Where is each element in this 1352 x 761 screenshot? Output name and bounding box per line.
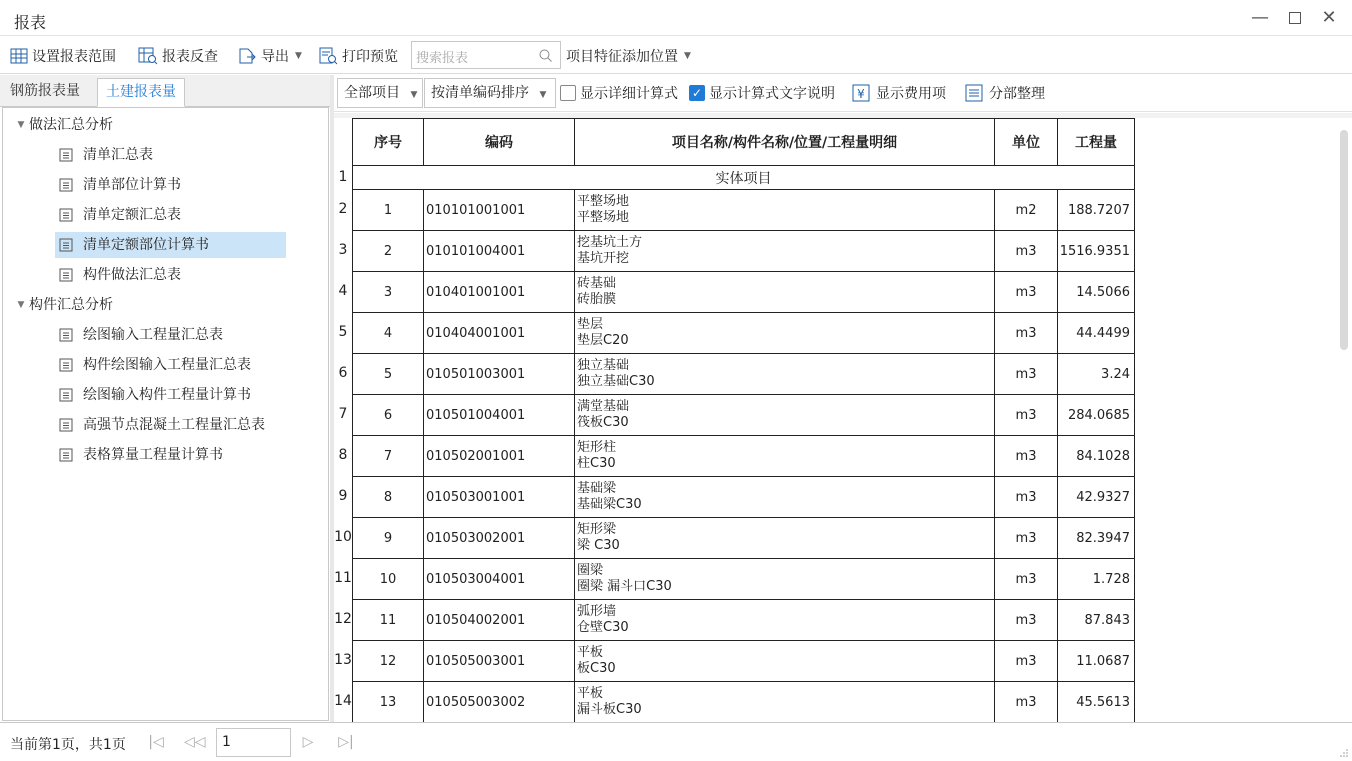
cell-name	[575, 272, 995, 313]
title-bar	[0, 0, 1352, 36]
first-page-icon[interactable]: |◁	[148, 734, 164, 750]
section-organize-button[interactable]	[965, 83, 1045, 103]
row-number: 12	[334, 599, 353, 640]
checkbox-unchecked[interactable]	[560, 85, 576, 101]
tree-item-label: 绘图输入构件工程量计算书	[83, 387, 251, 403]
document-icon	[59, 448, 73, 462]
cell-quantity: 284.0685	[1058, 395, 1135, 436]
cell-unit: m3	[995, 559, 1058, 600]
vertical-scrollbar[interactable]	[1340, 130, 1348, 350]
table-row[interactable]	[353, 436, 1135, 477]
row-number: 2	[334, 189, 353, 230]
cell-no: 7	[353, 436, 424, 477]
cell-unit: m3	[995, 313, 1058, 354]
cell-no: 8	[353, 477, 424, 518]
col-header-code: 编码	[424, 119, 575, 166]
item-name: 满堂基础	[577, 399, 630, 414]
resize-grip-icon[interactable]	[1340, 749, 1348, 757]
chevron-down-icon: ▼	[410, 90, 418, 100]
svg-text:¥: ¥	[857, 87, 865, 101]
tree-item-selected[interactable]	[55, 232, 286, 258]
cell-name	[575, 518, 995, 559]
tree-item-label: 清单部位计算书	[83, 177, 181, 193]
chevron-down-icon: ▼	[295, 51, 302, 61]
minimize-button[interactable]: —	[1251, 7, 1269, 28]
item-name: 圈梁	[577, 563, 604, 578]
tree-item-label: 清单汇总表	[83, 147, 153, 163]
table-row[interactable]	[353, 682, 1135, 723]
document-icon	[59, 268, 73, 282]
cell-code: 010505003001	[424, 641, 575, 682]
cell-unit: m3	[995, 600, 1058, 641]
table-row[interactable]	[353, 272, 1135, 313]
col-header-name: 项目名称/构件名称/位置/工程量明细	[575, 119, 995, 166]
section-row[interactable]	[353, 166, 1135, 190]
row-number: 11	[334, 558, 353, 599]
item-name: 弧形墙	[577, 604, 617, 619]
main-toolbar	[0, 37, 1352, 74]
component-name: 仓壁C30	[577, 620, 629, 635]
cell-code: 010503004001	[424, 559, 575, 600]
row-number: 6	[334, 353, 353, 394]
tree-item[interactable]	[59, 352, 251, 378]
cell-no: 12	[353, 641, 424, 682]
cell-no: 3	[353, 272, 424, 313]
cell-code: 010401001001	[424, 272, 575, 313]
row-number: 14	[334, 681, 353, 722]
cell-code: 010504002001	[424, 600, 575, 641]
cell-no: 5	[353, 354, 424, 395]
chevron-down-icon: ▼	[539, 90, 547, 100]
print-preview-button[interactable]	[318, 45, 398, 67]
cell-quantity: 45.5613	[1058, 682, 1135, 723]
cell-quantity: 11.0687	[1058, 641, 1135, 682]
col-header-unit: 单位	[995, 119, 1058, 166]
table-row[interactable]	[353, 354, 1135, 395]
component-name: 板C30	[577, 661, 616, 676]
tree-item[interactable]	[59, 172, 181, 198]
show-cost-items-label: 显示费用项	[876, 86, 946, 102]
cell-quantity: 42.9327	[1058, 477, 1135, 518]
row-number: 3	[334, 230, 353, 271]
row-number: 4	[334, 271, 353, 312]
section-organize-label: 分部整理	[989, 86, 1045, 102]
tree-item[interactable]	[59, 262, 181, 288]
checkbox-checked[interactable]: ✓	[689, 85, 705, 101]
cell-quantity: 1.728	[1058, 559, 1135, 600]
component-name: 梁 C30	[577, 538, 620, 553]
tree-item[interactable]	[59, 142, 153, 168]
table-row[interactable]	[353, 313, 1135, 354]
cell-name	[575, 436, 995, 477]
page-number-input[interactable]: 1	[216, 728, 291, 757]
list-icon	[965, 84, 983, 102]
cell-name	[575, 559, 995, 600]
tree-group-label: 做法汇总分析	[29, 117, 113, 133]
row-number: 10	[334, 517, 353, 558]
report-type-tabs	[0, 75, 333, 107]
tree-group-method-summary[interactable]	[13, 112, 113, 138]
report-grid	[334, 113, 1352, 722]
show-formula-desc-checkbox[interactable]	[689, 83, 835, 103]
table-row[interactable]	[353, 641, 1135, 682]
cell-quantity: 84.1028	[1058, 436, 1135, 477]
window-title: 报表	[14, 13, 47, 32]
tree-item-label: 清单定额汇总表	[83, 207, 181, 223]
cell-quantity: 1516.9351	[1058, 231, 1135, 272]
report-table	[352, 118, 1135, 722]
tree-item[interactable]	[59, 202, 181, 228]
export-label: 导出	[261, 49, 289, 65]
feature-position-dropdown[interactable]	[566, 45, 691, 67]
row-number: 7	[334, 394, 353, 435]
document-icon	[59, 208, 73, 222]
row-number: 9	[334, 476, 353, 517]
table-row[interactable]	[353, 477, 1135, 518]
table-row[interactable]	[353, 559, 1135, 600]
report-options-toolbar	[334, 75, 1352, 112]
expand-icon: ▼	[17, 120, 25, 130]
col-header-qty: 工程量	[1058, 119, 1135, 166]
tree-item-label: 表格算量工程量计算书	[83, 447, 223, 463]
item-name: 独立基础	[577, 358, 630, 373]
cell-name	[575, 190, 995, 231]
expand-icon: ▼	[17, 300, 25, 310]
last-page-icon[interactable]: ▷|	[338, 734, 354, 750]
cell-unit: m3	[995, 641, 1058, 682]
sort-value: 按清单编码排序	[431, 85, 529, 101]
document-icon	[59, 418, 73, 432]
component-name: 漏斗板C30	[577, 702, 642, 717]
cell-unit: m3	[995, 682, 1058, 723]
cell-quantity: 87.843	[1058, 600, 1135, 641]
cell-quantity: 14.5066	[1058, 272, 1135, 313]
document-icon	[59, 388, 73, 402]
tree-item[interactable]	[59, 322, 223, 348]
tree-group-label: 构件汇总分析	[29, 297, 113, 313]
search-icon	[539, 49, 552, 62]
col-header-no: 序号	[353, 119, 424, 166]
cell-name	[575, 313, 995, 354]
set-range-button[interactable]	[10, 45, 116, 67]
item-name: 平板	[577, 686, 604, 701]
item-name: 平整场地	[577, 194, 630, 209]
cell-unit: m2	[995, 190, 1058, 231]
cell-code: 010404001001	[424, 313, 575, 354]
cell-unit: m3	[995, 436, 1058, 477]
section-title: 实体项目	[353, 166, 1135, 190]
table-row[interactable]	[353, 395, 1135, 436]
row-number: 1	[334, 165, 353, 189]
tree-item-label: 构件绘图输入工程量汇总表	[83, 357, 251, 373]
close-button[interactable]: ✕	[1321, 7, 1337, 28]
cell-unit: m3	[995, 354, 1058, 395]
chevron-down-icon: ▼	[684, 51, 691, 61]
cell-code: 010505003002	[424, 682, 575, 723]
table-row[interactable]	[353, 600, 1135, 641]
grid-icon	[10, 48, 28, 64]
cell-code: 010502001001	[424, 436, 575, 477]
all-items-dropdown[interactable]	[337, 78, 423, 108]
cell-no: 1	[353, 190, 424, 231]
document-icon	[59, 238, 73, 252]
cell-quantity: 3.24	[1058, 354, 1135, 395]
tab-rebar-report[interactable]: 钢筋报表量	[10, 83, 80, 99]
header-row	[353, 119, 1135, 166]
tree-item[interactable]	[59, 442, 223, 468]
component-name: 基坑开挖	[577, 251, 630, 266]
cell-name	[575, 354, 995, 395]
cell-unit: m3	[995, 395, 1058, 436]
cell-no: 6	[353, 395, 424, 436]
tree-item[interactable]	[59, 382, 251, 408]
component-name: 基础梁C30	[577, 497, 642, 512]
maximize-button[interactable]	[1281, 6, 1309, 30]
print-preview-label: 打印预览	[342, 49, 398, 65]
show-formula-desc-label: 显示计算式文字说明	[709, 86, 835, 102]
item-name: 平板	[577, 645, 604, 660]
export-icon	[237, 47, 257, 65]
cell-no: 13	[353, 682, 424, 723]
page-info: 当前第1页，共1页	[10, 737, 126, 753]
cell-no: 2	[353, 231, 424, 272]
table-row[interactable]	[353, 190, 1135, 231]
document-icon	[59, 148, 73, 162]
cell-unit: m3	[995, 518, 1058, 559]
tab-civil-report[interactable]: 土建报表量	[97, 78, 185, 107]
cell-code: 010503001001	[424, 477, 575, 518]
export-button[interactable]	[237, 45, 302, 67]
print-preview-icon	[318, 47, 338, 65]
cell-no: 10	[353, 559, 424, 600]
component-name: 砖胎膜	[577, 292, 617, 307]
show-detail-formula-label: 显示详细计算式	[580, 86, 678, 102]
tree-item-label: 构件做法汇总表	[83, 267, 181, 283]
cell-name	[575, 600, 995, 641]
report-check-label: 报表反查	[162, 49, 218, 65]
tree-item-label: 清单定额部位计算书	[83, 237, 209, 253]
document-icon	[59, 178, 73, 192]
row-number: 8	[334, 435, 353, 476]
cell-unit: m3	[995, 477, 1058, 518]
cell-code: 010101004001	[424, 231, 575, 272]
cell-quantity: 82.3947	[1058, 518, 1135, 559]
component-name: 筏板C30	[577, 415, 629, 430]
cell-name	[575, 477, 995, 518]
cell-quantity: 188.7207	[1058, 190, 1135, 231]
cell-code: 010101001001	[424, 190, 575, 231]
row-number: 13	[334, 640, 353, 681]
cell-quantity: 44.4499	[1058, 313, 1135, 354]
table-search-icon	[138, 47, 158, 65]
show-detail-formula-checkbox[interactable]	[560, 83, 678, 103]
cell-name	[575, 641, 995, 682]
tree-item-label: 高强节点混凝土工程量汇总表	[83, 417, 265, 433]
document-icon	[59, 358, 73, 372]
cell-no: 4	[353, 313, 424, 354]
table-row[interactable]	[353, 518, 1135, 559]
report-check-button[interactable]	[138, 45, 218, 67]
tree-item-label: 绘图输入工程量汇总表	[83, 327, 223, 343]
item-name: 矩形梁	[577, 522, 617, 537]
cell-name	[575, 682, 995, 723]
sort-dropdown[interactable]	[424, 78, 556, 108]
item-name: 砖基础	[577, 276, 617, 291]
yen-icon	[852, 84, 870, 102]
component-name: 独立基础C30	[577, 374, 655, 389]
item-name: 垫层	[577, 317, 604, 332]
tree-group-component-summary[interactable]	[13, 292, 113, 318]
cell-code: 010501004001	[424, 395, 575, 436]
cell-code: 010501003001	[424, 354, 575, 395]
component-name: 平整场地	[577, 210, 630, 225]
search-input[interactable]	[411, 41, 561, 69]
item-name: 基础梁	[577, 481, 617, 496]
cell-code: 010503002001	[424, 518, 575, 559]
cell-unit: m3	[995, 272, 1058, 313]
component-name: 垫层C20	[577, 333, 629, 348]
row-number: 5	[334, 312, 353, 353]
all-items-value: 全部项目	[344, 85, 400, 101]
next-page-icon[interactable]: ▷	[302, 734, 314, 750]
prev-page-icon[interactable]: ◁◁	[184, 734, 206, 750]
cell-no: 11	[353, 600, 424, 641]
feature-position-label: 项目特征添加位置	[566, 49, 678, 65]
cell-name	[575, 231, 995, 272]
component-name: 柱C30	[577, 456, 616, 471]
status-bar	[0, 722, 1352, 761]
set-range-label: 设置报表范围	[32, 49, 116, 65]
tree-item[interactable]	[59, 412, 265, 438]
document-icon	[59, 328, 73, 342]
search-placeholder: 搜索报表	[416, 51, 469, 66]
table-row[interactable]	[353, 231, 1135, 272]
cell-unit: m3	[995, 231, 1058, 272]
component-name: 圈梁 漏斗口C30	[577, 579, 672, 594]
item-name: 挖基坑土方	[577, 235, 643, 250]
report-tree	[2, 107, 329, 721]
cell-name	[575, 395, 995, 436]
show-cost-items-button[interactable]	[852, 83, 946, 103]
item-name: 矩形柱	[577, 440, 617, 455]
cell-no: 9	[353, 518, 424, 559]
